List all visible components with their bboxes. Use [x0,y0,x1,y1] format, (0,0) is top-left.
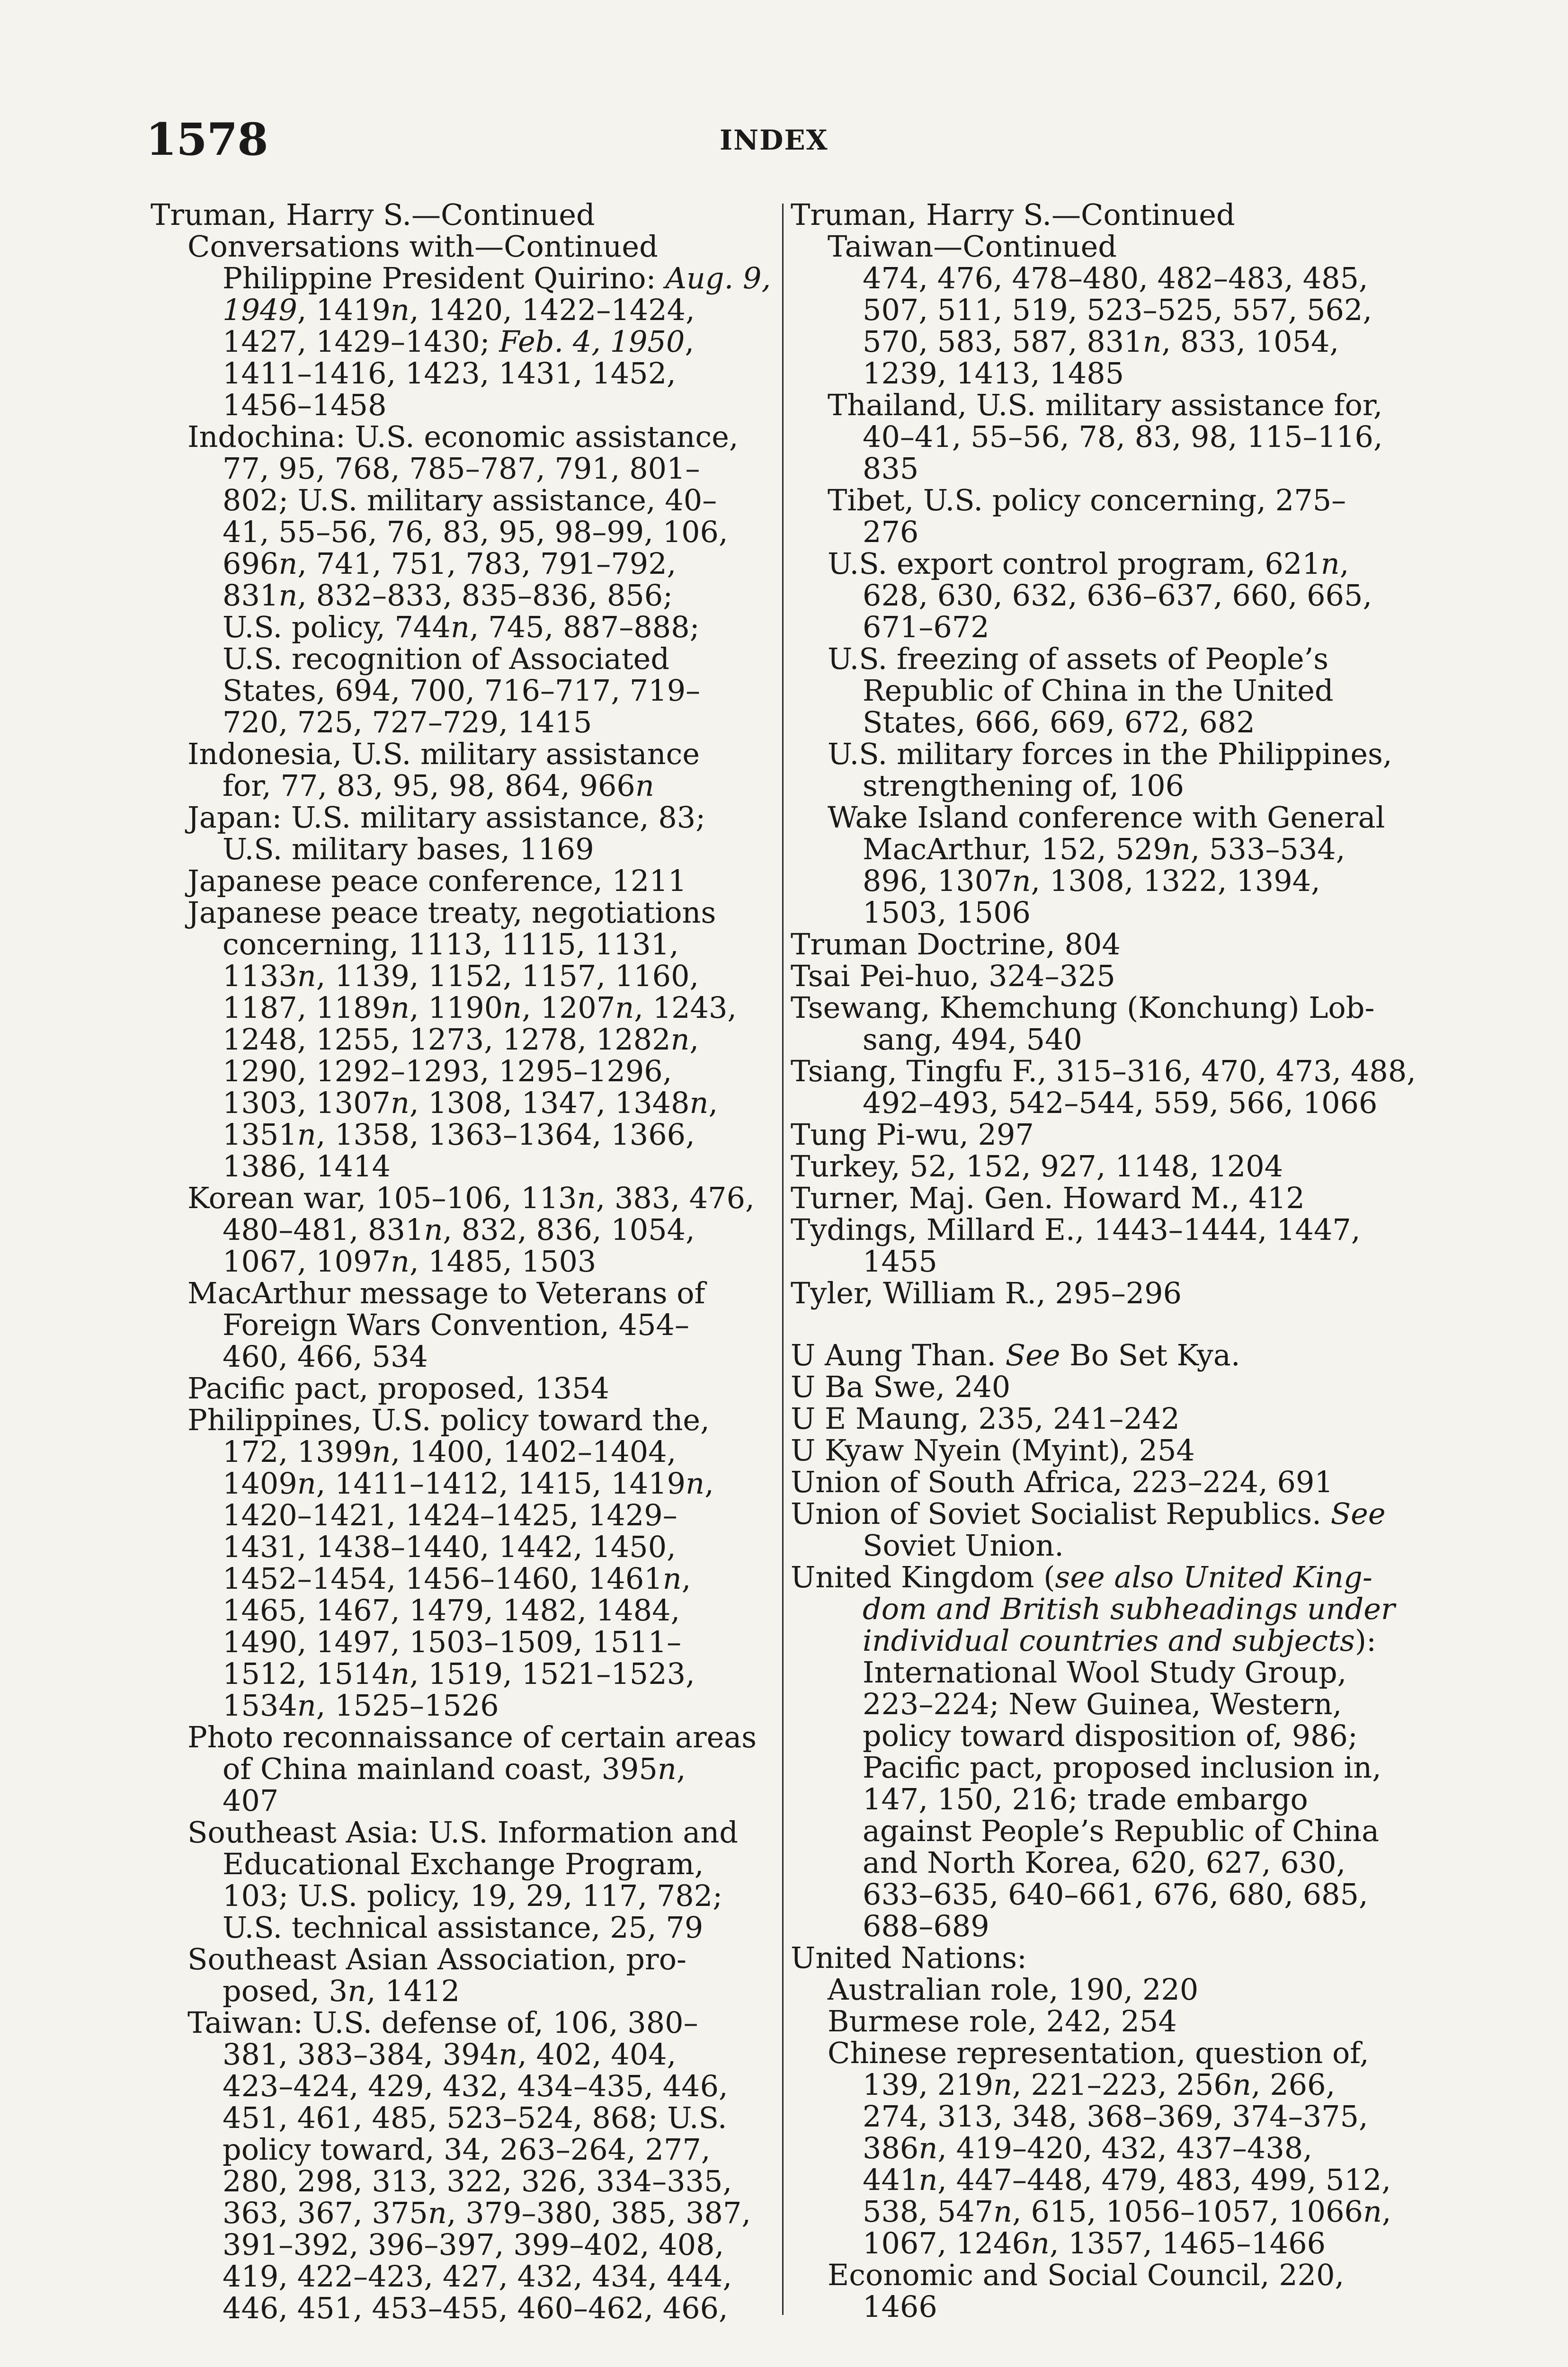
index-line: Turkey, 52, 152, 927, 1148, 1204 [791,1149,1283,1184]
index-line: 40–41, 55–56, 78, 83, 98, 115–116, [863,419,1383,454]
index-line: 391–392, 396–397, 399–402, 408, [223,2227,724,2262]
index-line: 363, 367, 375n, 379–380, 385, 387, [223,2196,751,2230]
index-line: 1248, 1255, 1273, 1278, 1282n, [223,1022,699,1057]
index-line: 1455 [863,1244,937,1279]
index-line: Truman, Harry S.—Continued [151,197,595,232]
index-line: Tung Pi-wu, 297 [791,1117,1034,1152]
index-line: policy toward, 34, 263–264, 277, [223,2132,711,2167]
index-line: International Wool Study Group, [863,1655,1347,1690]
index-line: 223–224; New Guinea, Western, [863,1687,1342,1721]
index-line: Truman, Harry S.—Continued [791,197,1235,232]
index-line: strengthening of, 106 [863,768,1185,803]
index-line: 538, 547n, 615, 1056–1057, 1066n, [863,2194,1391,2229]
index-line: 1303, 1307n, 1308, 1347, 1348n, [223,1086,718,1120]
index-line: 276 [863,515,919,549]
index-line: Southeast Asia: U.S. Information and [187,1815,738,1850]
index-line: Educational Exchange Program, [223,1847,704,1881]
index-line: U.S. military forces in the Philippines, [828,737,1392,771]
index-line: Japanese peace conference, 1211 [187,863,687,898]
index-line: 688–689 [863,1909,989,1943]
index-line: 474, 476, 478–480, 482–483, 485, [863,261,1368,295]
index-line: 1466 [863,2289,937,2324]
index-line: 1386, 1414 [223,1149,391,1184]
index-line: 1503, 1506 [863,895,1031,930]
running-head: INDEX [720,124,829,156]
index-line: 492–493, 542–544, 559, 566, 1066 [863,1086,1378,1120]
index-line: Tibet, U.S. policy concerning, 275– [828,483,1346,517]
index-line: Tsiang, Tingfu F., 315–316, 470, 473, 488, [791,1054,1417,1088]
index-line: 1409n, 1411–1412, 1415, 1419n, [223,1466,714,1501]
index-line: 147, 150, 216; trade embargo [863,1782,1308,1816]
index-line: Tydings, Millard E., 1443–1444, 1447, [791,1212,1361,1247]
index-line: 1239, 1413, 1485 [863,356,1124,391]
index-line: 419, 422–423, 427, 432, 434, 444, [223,2259,732,2294]
index-line: Japanese peace treaty, negotiations [187,895,716,930]
index-line: against People’s Republic of China [863,1814,1380,1848]
index-line: 1512, 1514n, 1519, 1521–1523, [223,1656,695,1691]
index-line: posed, 3n, 1412 [223,1974,460,2008]
index-line: and North Korea, 620, 627, 630, [863,1845,1346,1880]
index-line: Indonesia, U.S. military assistance [187,737,700,771]
index-line: 1465, 1467, 1479, 1482, 1484, [223,1593,680,1628]
index-line: Soviet Union. [863,1528,1064,1563]
index-line: 407 [223,1783,279,1818]
index-line: 1490, 1497, 1503–1509, 1511– [223,1625,682,1659]
index-line: States, 694, 700, 716–717, 719– [223,673,701,708]
index-line: 1067, 1246n, 1357, 1465–1466 [863,2226,1326,2260]
index-line: 1427, 1429–1430; Feb. 4, 1950, [223,324,695,359]
index-line: Pacific pact, proposed inclusion in, [863,1750,1381,1785]
index-line: Southeast Asian Association, pro- [187,1942,686,1976]
index-line: MacArthur message to Veterans of [187,1276,705,1310]
index-line: for, 77, 83, 95, 98, 864, 966n [223,768,654,803]
index-line: U.S. policy, 744n, 745, 887–888; [223,610,700,644]
index-line: U.S. military bases, 1169 [223,832,594,866]
index-line: 386n, 419–420, 432, 437–438, [863,2131,1312,2165]
index-line: 835 [863,451,919,486]
index-line: 628, 630, 632, 636–637, 660, 665, [863,578,1372,613]
index-column-right [791,199,1416,2323]
index-line: dom and British subheadings under [863,1592,1395,1626]
index-line: 423–424, 429, 432, 434–435, 446, [223,2069,728,2103]
index-line: 274, 313, 348, 368–369, 374–375, [863,2099,1368,2134]
index-line: Pacific pact, proposed, 1354 [187,1371,610,1406]
index-line: 1452–1454, 1456–1460, 1461n, [223,1561,691,1596]
index-line: 441n, 447–448, 479, 483, 499, 512, [863,2162,1391,2197]
index-line: 507, 511, 519, 523–525, 557, 562, [863,293,1372,327]
index-line: States, 666, 669, 672, 682 [863,705,1255,739]
index-line: U.S. recognition of Associated [223,641,670,676]
index-line: 802; U.S. military assistance, 40– [223,483,717,517]
index-line: policy toward disposition of, 986; [863,1718,1358,1753]
index-line: Australian role, 190, 220 [828,1972,1199,2007]
index-line: 103; U.S. policy, 19, 29, 117, 782; [223,1878,723,1913]
index-column-left [151,199,771,2324]
index-line: Republic of China in the United [863,673,1334,708]
index-line: 446, 451, 453–455, 460–462, 466, [223,2291,728,2325]
index-line: 41, 55–56, 76, 83, 95, 98–99, 106, [223,515,728,549]
index-line: Indochina: U.S. economic assistance, [187,419,739,454]
index-line: Chinese representation, question of, [828,2036,1369,2070]
index-line: individual countries and subjects): [863,1623,1376,1658]
index-line: Philippines, U.S. policy toward the, [187,1403,710,1437]
index-line: Korean war, 105–106, 113n, 383, 476, [187,1181,755,1215]
index-line: 480–481, 831n, 832, 836, 1054, [223,1212,695,1247]
index-line: Wake Island conference with General [828,800,1385,835]
index-line: 1133n, 1139, 1152, 1157, 1160, [223,959,699,993]
index-line: Truman Doctrine, 804 [791,927,1121,961]
index-line: Taiwan: U.S. defense of, 106, 380– [187,2005,698,2040]
index-line: of China mainland coast, 395n, [223,1752,686,1786]
index-line: 381, 383–384, 394n, 402, 404, [223,2037,677,2072]
index-line: 831n, 832–833, 835–836, 856; [223,578,673,613]
index-line: Photo reconnaissance of certain areas [187,1720,757,1754]
index-line: 1456–1458 [223,388,387,422]
index-line: Taiwan—Continued [828,229,1117,264]
index-line: 1411–1416, 1423, 1431, 1452, [223,356,676,391]
index-line: 671–672 [863,610,989,644]
index-line: Japan: U.S. military assistance, 83; [187,800,706,835]
index-line: 633–635, 640–661, 676, 680, 685, [863,1877,1368,1912]
index-line: 139, 219n, 221–223, 256n, 266, [863,2067,1336,2102]
index-line: Economic and Social Council, 220, [828,2258,1345,2292]
index-line: 1067, 1097n, 1485, 1503 [223,1244,597,1279]
index-line: 1187, 1189n, 1190n, 1207n, 1243, [223,990,737,1025]
index-line: Conversations with—Continued [187,229,658,264]
index-line: 720, 725, 727–729, 1415 [223,705,592,739]
index-line: concerning, 1113, 1115, 1131, [223,927,679,961]
index-line: Tsai Pei-huo, 324–325 [791,959,1115,993]
index-line: Foreign Wars Convention, 454– [223,1308,690,1342]
index-line: Philippine President Quirino: Aug. 9, [223,261,771,295]
index-line: U Ba Swe, 240 [791,1370,1011,1404]
index-line: U E Maung, 235, 241–242 [791,1401,1180,1436]
index-line: Burmese role, 242, 254 [828,2004,1177,2038]
index-line: Union of South Africa, 223–224, 691 [791,1465,1333,1499]
index-line: 460, 466, 534 [223,1339,428,1374]
index-line: Union of Soviet Socialist Republics. See [791,1496,1386,1531]
page-number: 1578 [146,114,268,166]
index-line: 1420–1421, 1424–1425, 1429– [223,1498,677,1532]
index-line: Tsewang, Khemchung (Konchung) Lob- [791,990,1375,1025]
index-line: 77, 95, 768, 785–787, 791, 801– [223,451,700,486]
index-line: 570, 583, 587, 831n, 833, 1054, [863,324,1339,359]
index-line: U.S. technical assistance, 25, 79 [223,1910,704,1945]
index-line: U.S. export control program, 621n, [828,546,1349,581]
index-line: Turner, Maj. Gen. Howard M., 412 [791,1181,1305,1215]
index-line: 1290, 1292–1293, 1295–1296, [223,1054,672,1088]
index-line: U.S. freezing of assets of People’s [828,641,1329,676]
index-line: United Nations: [791,1940,1027,1975]
index-line: United Kingdom (see also United King- [791,1560,1372,1594]
index-line: Tyler, William R., 295–296 [791,1276,1182,1310]
index-line: 1949, 1419n, 1420, 1422–1424, [223,293,695,327]
blank-line [791,1309,1416,1339]
index-line: 172, 1399n, 1400, 1402–1404, [223,1434,677,1469]
index-line: U Aung Than. See Bo Set Kya. [791,1338,1240,1372]
index-line: 1351n, 1358, 1363–1364, 1366, [223,1117,695,1152]
index-line: 1431, 1438–1440, 1442, 1450, [223,1530,676,1564]
index-line: 896, 1307n, 1308, 1322, 1394, [863,863,1320,898]
index-line: U Kyaw Nyein (Myint), 254 [791,1433,1195,1468]
index-line: sang, 494, 540 [863,1022,1082,1057]
index-line: 280, 298, 313, 322, 326, 334–335, [223,2164,732,2198]
index-line: 696n, 741, 751, 783, 791–792, [223,546,677,581]
index-line: MacArthur, 152, 529n, 533–534, [863,832,1345,866]
index-line: 1534n, 1525–1526 [223,1688,499,1723]
index-line: Thailand, U.S. military assistance for, [828,388,1383,422]
column-divider [782,204,784,2315]
index-line: 451, 461, 485, 523–524, 868; U.S. [223,2100,727,2135]
